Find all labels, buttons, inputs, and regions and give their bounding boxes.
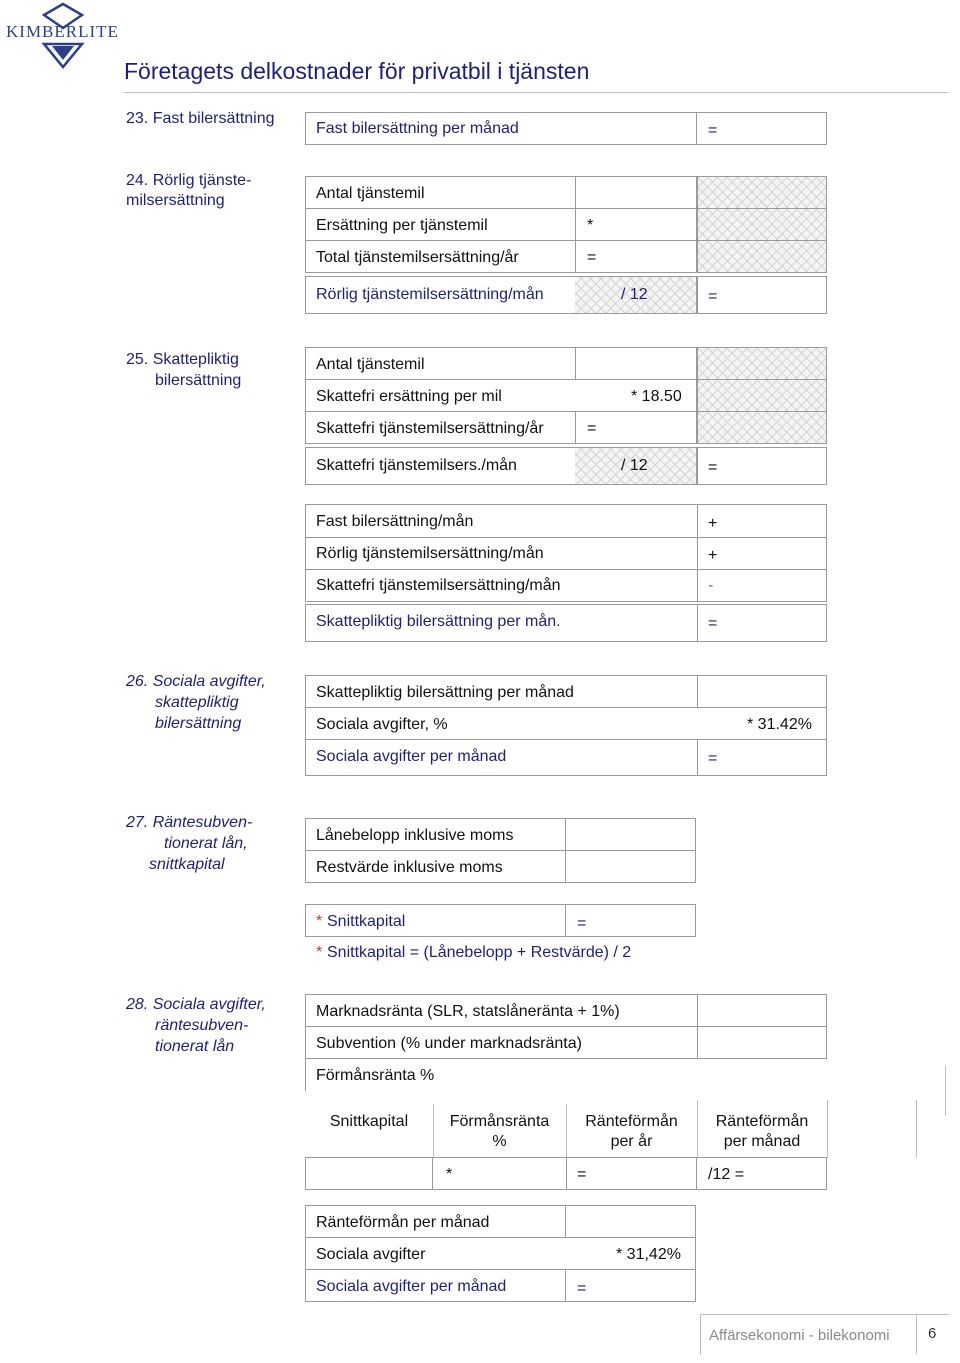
section-26-label-1: 26. Sociala avgifter,	[126, 673, 266, 690]
s24-row4-label: Rörlig tjänstemilsersättning/mån	[316, 286, 544, 303]
s28-row1-label: Marknadsränta (SLR, statslåneränta + 1%)	[316, 1003, 620, 1020]
s26-row1-field[interactable]	[697, 675, 827, 708]
s25-sum3-op: -	[708, 577, 714, 594]
s25-row4-eq: =	[708, 459, 718, 476]
s28-b2-label: Sociala avgifter	[316, 1246, 426, 1263]
s28-b1-label: Ränteförmån per månad	[316, 1214, 490, 1231]
title-divider	[124, 92, 948, 93]
s25-sum4-label: Skattepliktig bilersättning per mån.	[316, 613, 561, 630]
s28-b3-label: Sociala avgifter per månad	[316, 1278, 507, 1295]
s28-col3-header-1: Ränteförmån	[585, 1113, 678, 1130]
s28-col4-header-1: Ränteförmån	[715, 1113, 809, 1130]
s27-row3-label: Snittkapital	[327, 913, 406, 930]
s26-row2-label: Sociala avgifter, %	[316, 716, 448, 733]
s24-row1-field[interactable]	[575, 176, 697, 209]
col-divider-5	[916, 1100, 917, 1158]
s25-sum3-field[interactable]	[697, 569, 827, 602]
s25-row1-hatch	[697, 347, 827, 380]
section-27-label-1: 27. Räntesubven-	[126, 814, 253, 831]
s28-calc-op1: *	[446, 1166, 453, 1183]
section-28-label-1: 28. Sociala avgifter,	[126, 996, 266, 1013]
s28-col4-header-2: per månad	[723, 1133, 801, 1150]
section-24-label-1: 24. Rörlig tjänste-	[126, 172, 252, 189]
s24-row4-div: / 12	[621, 286, 648, 303]
s26-row2-op: * 31.42%	[747, 716, 812, 733]
logo-text: KIMBERLITE	[6, 22, 119, 41]
page-title: Företagets delkostnader för privatbil i tjänsten	[124, 58, 590, 84]
s28-row1-field[interactable]	[697, 994, 827, 1027]
s26-row3-label: Sociala avgifter per månad	[316, 748, 507, 765]
s25-row2-op: * 18.50	[631, 388, 682, 405]
s28-col2-header-1: Förmånsränta	[449, 1113, 550, 1130]
s27-row3-op: =	[577, 915, 587, 932]
footer-text: Affärsekonomi - bilekonomi	[709, 1327, 890, 1344]
s25-sum1-label: Fast bilersättning/mån	[316, 513, 474, 530]
s25-row1-label: Antal tjänstemil	[316, 356, 425, 373]
s23-row-label: Fast bilersättning per månad	[316, 120, 519, 137]
s25-row4-label: Skattefri tjänstemilsers./mån	[316, 457, 517, 474]
s28-b3-op: =	[577, 1280, 587, 1297]
s25-sum2-label: Rörlig tjänstemilsersättning/mån	[316, 545, 544, 562]
s24-row1-label: Antal tjänstemil	[316, 185, 425, 202]
s28-b2-op: * 31,42%	[616, 1246, 681, 1263]
section-23-label: 23. Fast bilersättning	[126, 110, 275, 127]
section-28-label-3: tionerat lån	[155, 1038, 235, 1055]
s28-row2-label: Subvention (% under marknadsränta)	[316, 1035, 582, 1052]
s25-row2-label: Skattefri ersättning per mil	[316, 388, 502, 405]
s28-calc-op2: =	[577, 1166, 587, 1183]
s25-row1-field[interactable]	[575, 347, 697, 380]
s24-row3-hatch	[697, 240, 827, 273]
section-27-label-3: snittkapital	[149, 856, 225, 873]
s28-calc-op3: /12 =	[708, 1166, 745, 1183]
s27-row1-label: Lånebelopp inklusive moms	[316, 827, 514, 844]
s27-row3-star: *	[316, 913, 323, 930]
s26-row3-op: =	[708, 750, 718, 767]
s28-row3-label: Förmånsränta %	[316, 1067, 435, 1084]
section-25-label-2: bilersättning	[155, 372, 242, 389]
s28-row2-field[interactable]	[697, 1026, 827, 1059]
section-27-label-2: tionerat lån,	[164, 835, 248, 852]
section-25-label-1: 25. Skattepliktig	[126, 351, 239, 368]
s25-row3-hatch	[697, 411, 827, 444]
page-number: 6	[928, 1325, 937, 1342]
kimberlite-logo	[0, 0, 130, 72]
s25-sum1-op: +	[708, 515, 718, 532]
section-28-label-2: räntesubven-	[155, 1017, 249, 1034]
s24-row2-label: Ersättning per tjänstemil	[316, 217, 488, 234]
s23-eq: =	[708, 122, 718, 139]
s28-col3-header-2: per år	[610, 1133, 653, 1150]
s28-calc-snittkapital-field[interactable]	[305, 1157, 433, 1190]
s25-row3-label: Skattefri tjänstemilsersättning/år	[316, 420, 544, 437]
s23-value-field[interactable]	[696, 112, 827, 145]
section-26-label-3: bilersättning	[155, 715, 242, 732]
s27-note-star: *	[316, 944, 323, 961]
s24-row3-label: Total tjänstemilsersättning/år	[316, 249, 519, 266]
s24-row1-hatch	[697, 176, 827, 209]
s25-sum2-op: +	[708, 547, 718, 564]
section-24-label-2: milsersättning	[126, 192, 225, 209]
s24-row2-field[interactable]	[575, 208, 697, 241]
s26-row1-label: Skattepliktig bilersättning per månad	[316, 684, 574, 701]
s27-row2-label: Restvärde inklusive moms	[316, 859, 503, 876]
s24-row3-op: =	[587, 249, 597, 266]
s27-row2-field[interactable]	[565, 850, 696, 883]
s28-b1-field[interactable]	[565, 1205, 696, 1238]
s28-col1-header: Snittkapital	[329, 1113, 409, 1130]
col-divider-4	[827, 1100, 828, 1158]
s28-col2-header-2: %	[492, 1133, 507, 1150]
s28-calc-formansranta-field[interactable]	[432, 1157, 567, 1190]
s24-row2-hatch	[697, 208, 827, 241]
section-26-label-2: skattepliktig	[155, 694, 239, 711]
s25-sum4-op: =	[708, 615, 718, 632]
s25-row2-hatch	[697, 379, 827, 412]
s25-sum3-label: Skattefri tjänstemilsersättning/mån	[316, 577, 561, 594]
s24-row4-eq: =	[708, 288, 718, 305]
footer-divider	[916, 1314, 917, 1354]
s25-row3-op: =	[587, 420, 597, 437]
s27-row1-field[interactable]	[565, 818, 696, 851]
s24-row2-op: *	[587, 217, 594, 234]
s25-row4-div: / 12	[621, 457, 648, 474]
s28-right-rule	[945, 1066, 946, 1116]
s27-note: Snittkapital = (Lånebelopp + Restvärde) / 2	[327, 944, 632, 961]
